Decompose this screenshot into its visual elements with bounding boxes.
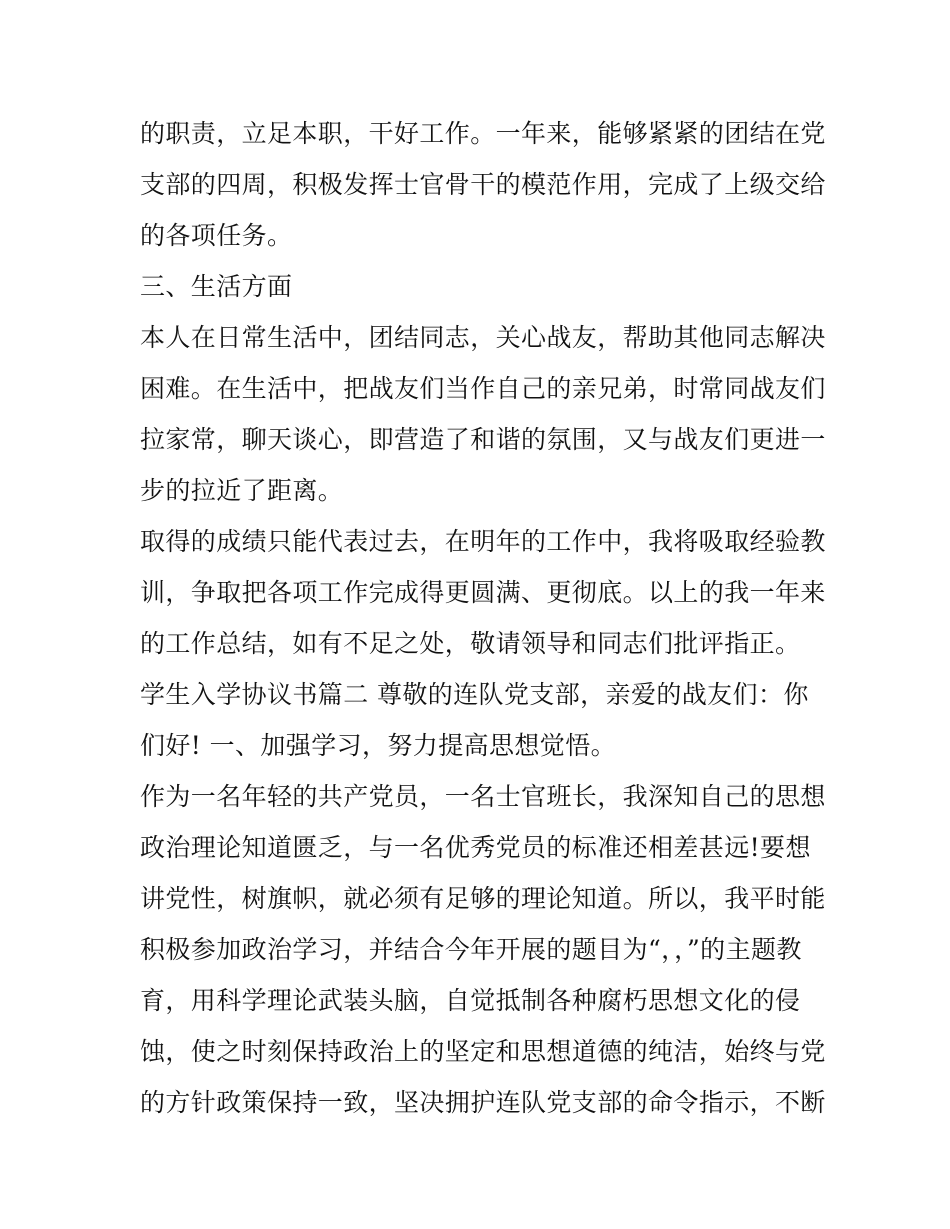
text-line: 作为一名年轻的共产党员，一名士官班长，我深知自己的思想: [140, 782, 826, 811]
text-line: 的职责，立足本职，干好工作。一年来，能够紧紧的团结在党: [140, 119, 826, 148]
text-line: 困难。在生活中，把战友们当作自己的亲兄弟，时常同战友们: [140, 374, 826, 403]
text-line: 的工作总结，如有不足之处，敬请领导和同志们批评指正。: [140, 629, 801, 658]
text-line: 步的拉近了距离。: [140, 476, 344, 505]
text-line: 的方针政策保持一致，坚决拥护连队党支部的命令指示，不断: [140, 1088, 826, 1117]
text-line: 学生入学协议书篇二 尊敬的连队党支部，亲爱的战友们：你: [140, 680, 809, 709]
text-line: 拉家常，聊天谈心，即营造了和谐的氛围，又与战友们更进一: [140, 425, 826, 454]
document-body: [140, 108, 826, 1128]
section-heading: 三、生活方面: [140, 272, 293, 301]
text-line: 积极参加政治学习，并结合今年开展的题目为“，，”的主题教: [140, 935, 802, 964]
text-line: 们好! 一、加强学习，努力提高思想觉悟。: [140, 731, 616, 760]
text-line: 蚀，使之时刻保持政治上的坚定和思想道德的纯洁，始终与党: [140, 1037, 826, 1066]
text-line: 育，用科学理论武装头脑，自觉抵制各种腐朽思想文化的侵: [140, 986, 801, 1015]
text-line: 本人在日常生活中，团结同志，关心战友，帮助其他同志解决: [140, 323, 826, 352]
text-line: 支部的四周，积极发挥士官骨干的模范作用，完成了上级交给: [140, 170, 826, 199]
text-line: 取得的成绩只能代表过去，在明年的工作中，我将吸取经验教: [140, 527, 826, 556]
text-line: 的各项任务。: [140, 221, 293, 250]
text-line: 政治理论知道匮乏，与一名优秀党员的标准还相差甚远!要想: [140, 833, 811, 862]
text-line: 训，争取把各项工作完成得更圆满、更彻底。以上的我一年来: [140, 578, 826, 607]
text-line: 讲党性，树旗帜，就必须有足够的理论知道。所以，我平时能: [140, 884, 826, 913]
